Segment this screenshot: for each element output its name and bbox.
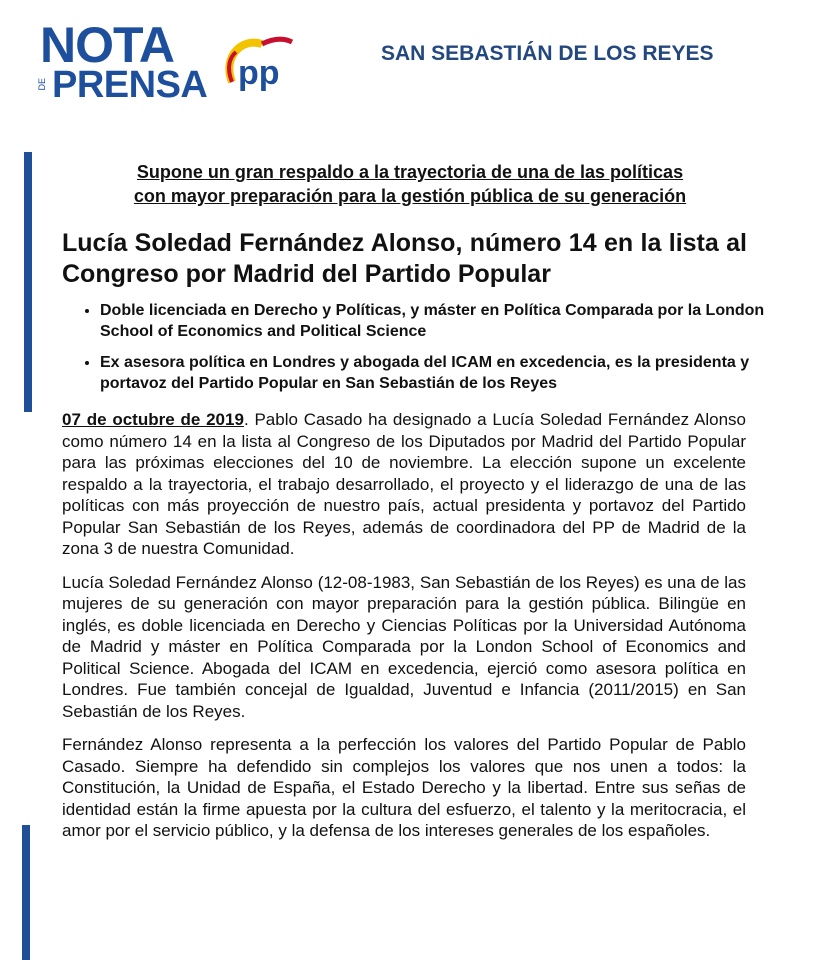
bullet-list	[82, 300, 765, 404]
subtitle-line: con mayor preparación para la gestión pública de su generación	[133, 186, 687, 206]
logo-de: DE	[37, 78, 47, 91]
paragraph: Fernández Alonso representa a la perfección los valores del Partido Popular de Pablo Casado. Siempre ha defendido sin complejos los valores que nos unen a todos: la Constitución, la Unidad de España, el Estado Derecho y la libertad. Entre sus señas de identidad están la firme apuesta por la cultura del esfuerzo, el talento y la meritocracia, el amor por el servicio público, y la defensa de los intereses generales de los españoles.	[62, 735, 746, 840]
headline: Lucía Soledad Fernández Alonso, número 14 en la lista al Congreso por Madrid del Partido Popular	[62, 229, 747, 288]
pp-gull-icon	[222, 32, 302, 102]
left-accent-bar	[24, 152, 32, 412]
paragraph	[62, 409, 746, 560]
article-body	[62, 409, 746, 854]
paragraph: Lucía Soledad Fernández Alonso (12-08-1983, San Sebastián de los Reyes) es una de las mujeres de su generación con mayor preparación para la gestión pública. Bilingüe en inglés, es doble licenciada en Derecho y Ciencias Políticas por la Universidad Autónoma de Madrid y máster en Política Comparada por la London School of Economics and Political Science. Abogada del ICAM en excedencia, ejerció como asesora política en Londres. Fue también concejal de Igualdad, Juventud e Infancia (2011/2015) en San Sebastián de los Reyes.	[62, 572, 746, 721]
logo-nota: NOTA	[40, 17, 174, 73]
date: 07 de octubre de 2019	[62, 410, 244, 429]
logo-prensa: PRENSA	[52, 64, 208, 106]
nota-de-prensa-logo	[37, 17, 300, 106]
subtitle-line: Supone un gran respaldo a la trayectoria de una de las políticas	[136, 162, 684, 182]
bullet-item: • Doble licenciada en Derecho y Políticas, y máster en Política Comparada por la London School of Economics and Political Science	[100, 300, 765, 342]
paragraph-text: . Pablo Casado ha designado a Lucía Soledad Fernández Alonso como número 14 en la lista al Congreso de los Diputados por Madrid del Partido Popular para las próximas elecciones del 10 de noviembre. La elección supone un excelente respaldo a la trayectoria, el trabajo desarrollado, el proyecto y el liderazgo de una de las políticas con más proyección de nuestro país, actual presidenta y portavoz del Partido Popular San Sebastián de los Reyes, además de coordinadora del PP de Madrid de la zona 3 de nuestra Comunidad.	[62, 410, 747, 558]
bullet-item: • Ex asesora política en Londres y abogada del ICAM en excedencia, es la presidenta y portavoz del Partido Popular en San Sebastián de los Reyes	[100, 352, 765, 394]
city-heading: SAN SEBASTIÁN DE LOS REYES	[381, 42, 714, 65]
logo-pp: pp	[238, 54, 280, 92]
subtitle	[60, 160, 760, 208]
left-accent-bar	[22, 825, 30, 960]
